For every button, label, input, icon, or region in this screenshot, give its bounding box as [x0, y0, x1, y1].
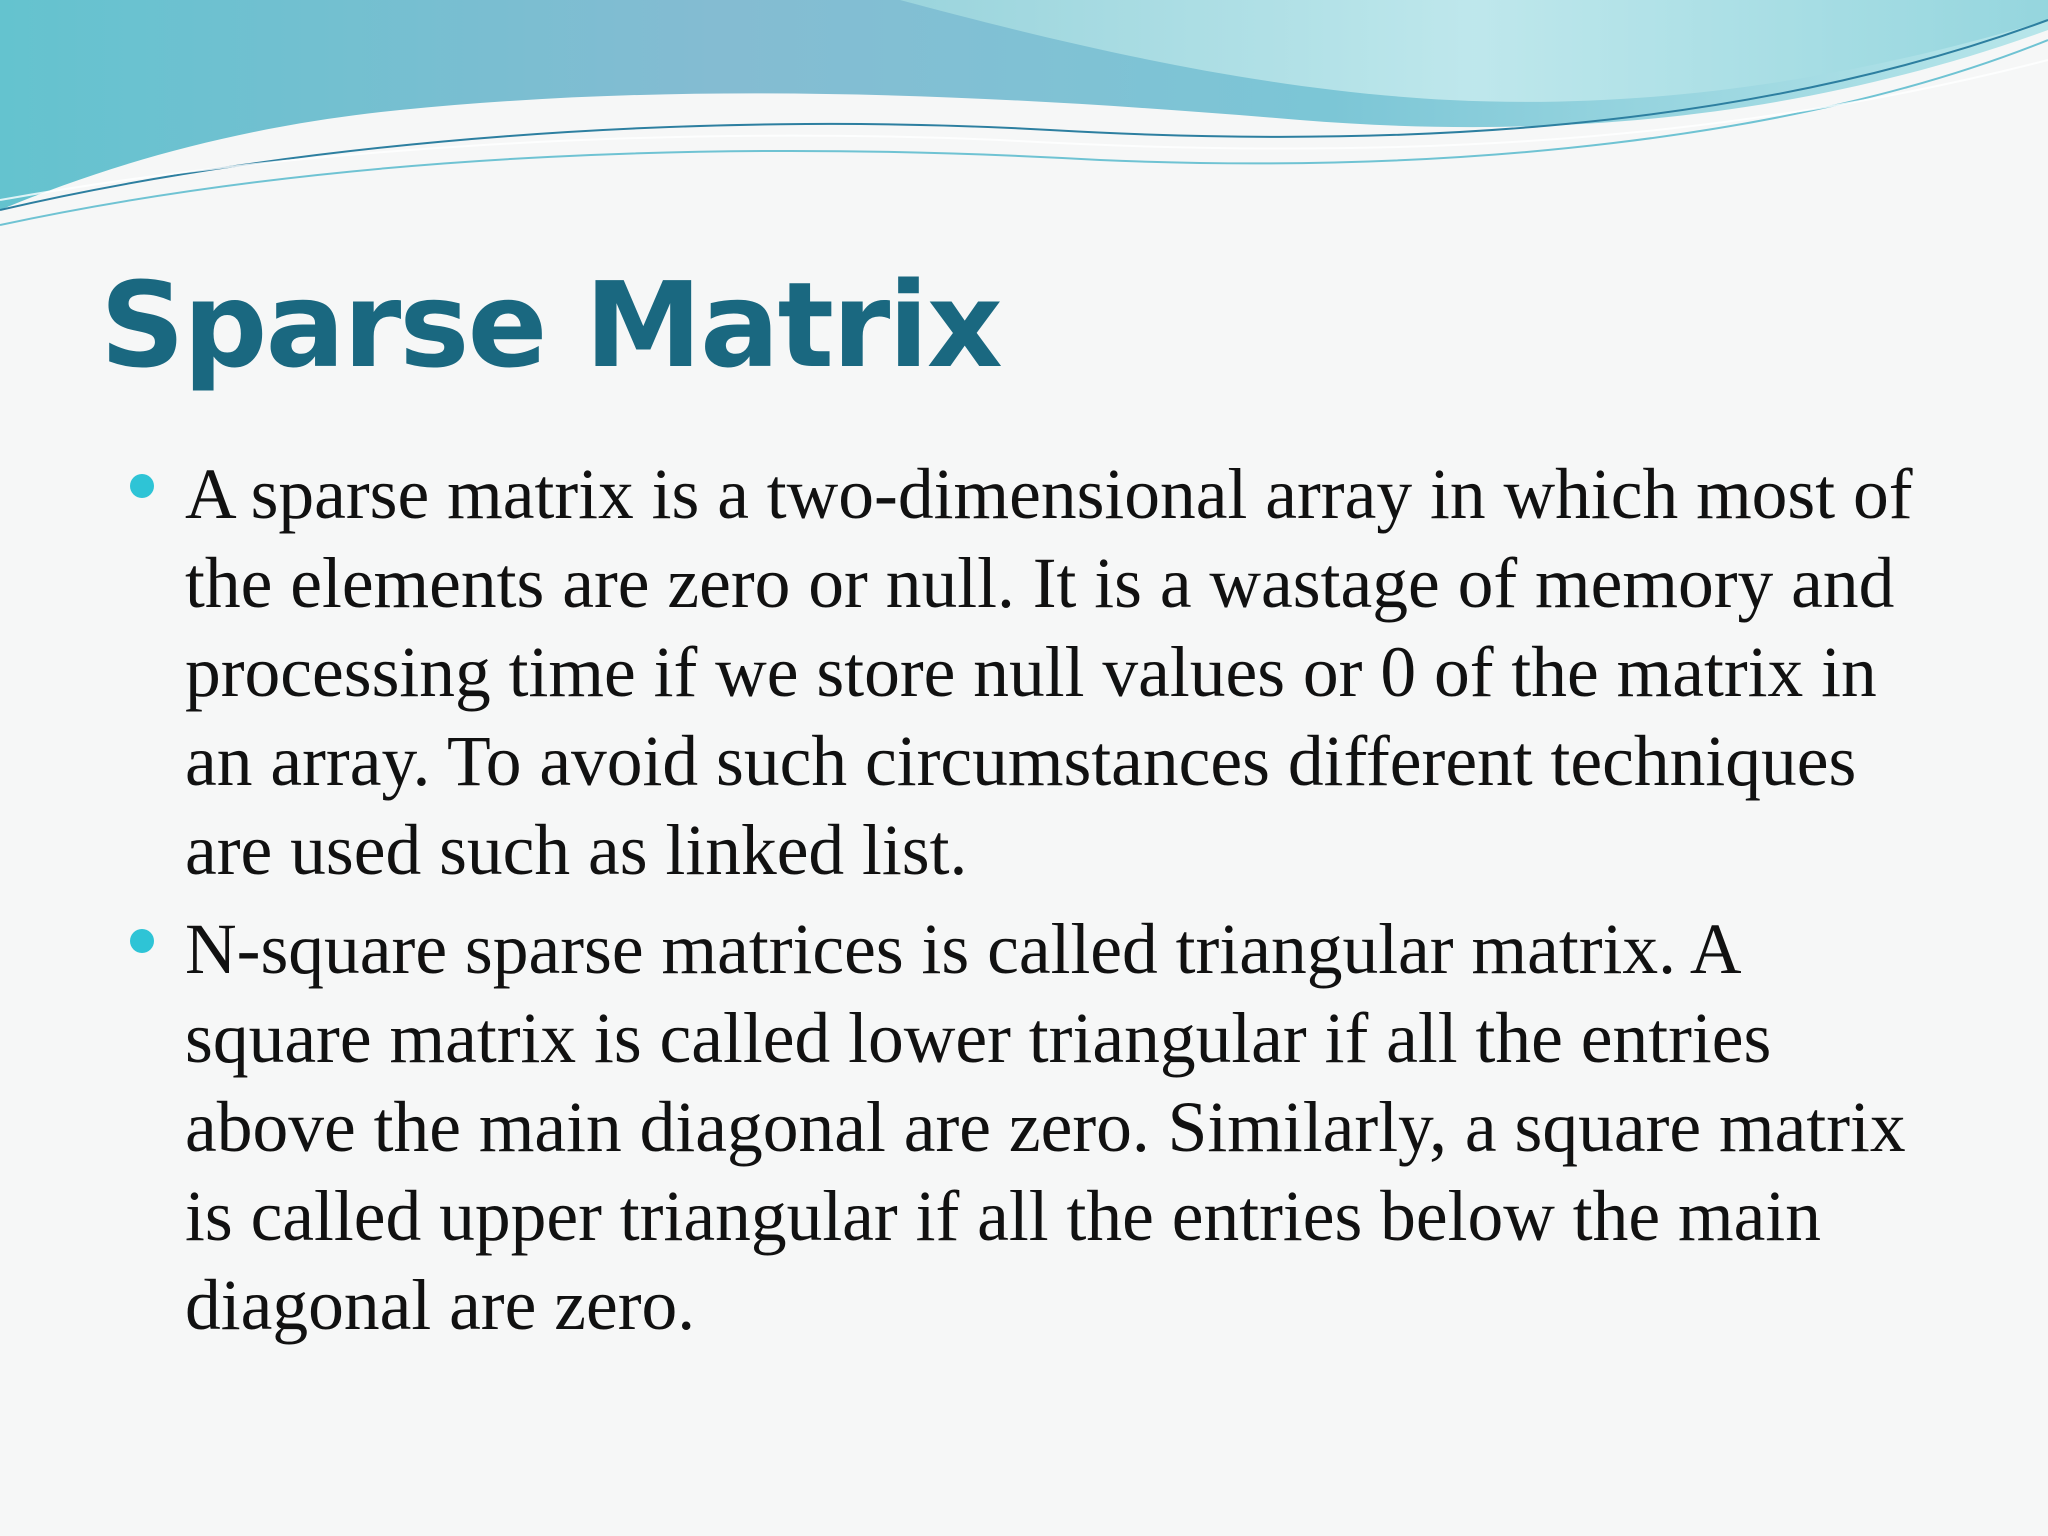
- header-wave-decoration: [0, 0, 2048, 260]
- bullet-dot-icon: [130, 474, 154, 498]
- bullet-text: A sparse matrix is a two-dimensional array in which most of the elements are zero or null. It is a wastage of memory and processing time if we store null values or 0 of the matrix in an array. To avoid such circumstances different techniques are used such as linked list.: [185, 455, 1913, 890]
- slide-title: Sparse Matrix: [100, 256, 1001, 394]
- bullet-list: [130, 450, 1940, 1360]
- bullet-dot-icon: [130, 929, 154, 953]
- bullet-item: [130, 450, 1940, 895]
- bullet-item: [130, 905, 1940, 1350]
- bullet-text: N-square sparse matrices is called triangular matrix. A square matrix is called lower triangular if all the entries above the main diagonal are zero. Similarly, a square matrix is called upper triangular if all the entries below the main diagonal are zero.: [185, 910, 1906, 1345]
